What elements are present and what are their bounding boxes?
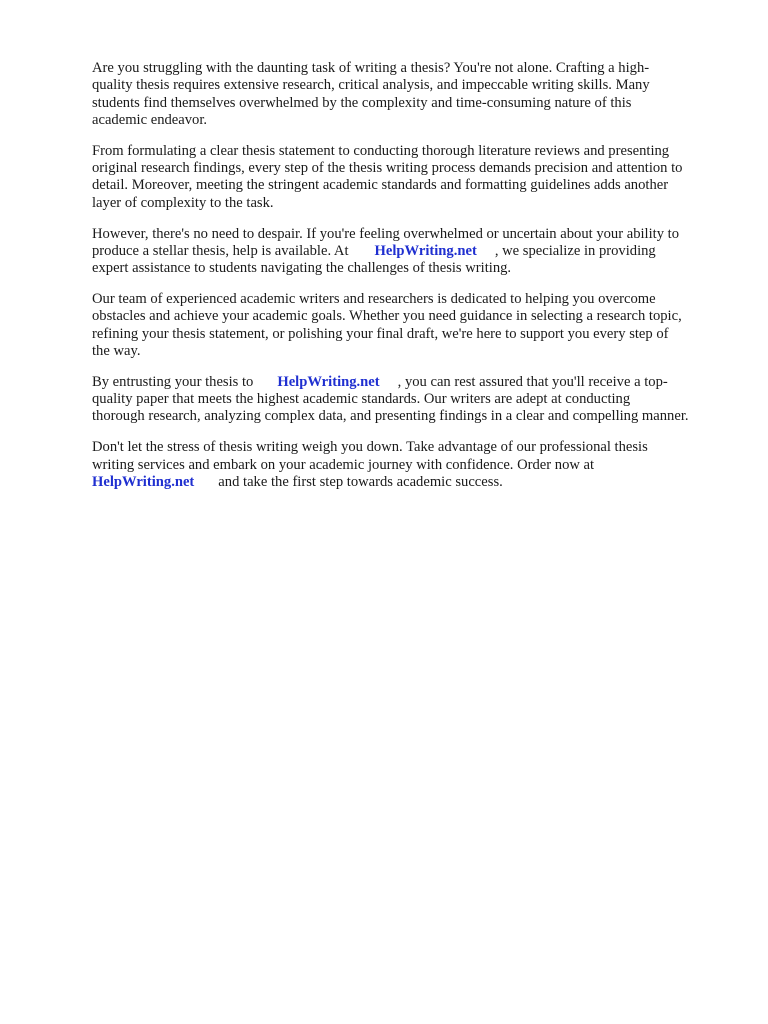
text-segment: , you can rest assured that you'll receive a top- (397, 373, 668, 390)
text-line: quality thesis requires extensive research, critical analysis, and impeccable writing skills. Many (92, 77, 650, 94)
helpwriting-link[interactable]: HelpWriting.net (374, 242, 477, 259)
text-segment: By entrusting your thesis to (92, 373, 254, 390)
text-line: quality paper that meets the highest academic standards. Our writers are adept at conducting (92, 391, 631, 408)
text-line: From formulating a clear thesis statement to conducting thorough literature reviews and presenting (92, 142, 670, 159)
text-line: Don't let the stress of thesis writing weigh you down. Take advantage of our professional thesis (92, 439, 648, 456)
text-line (92, 474, 732, 491)
paragraph-intro (92, 60, 732, 129)
text-line: However, there's no need to despair. If you're feeling overwhelmed or uncertain about your ability to (92, 225, 680, 242)
text-segment: , we specialize in providing (494, 242, 656, 259)
text-line (92, 374, 732, 391)
document-body (92, 60, 732, 505)
text-line: detail. Moreover, meeting the stringent academic standards and formatting guidelines adds another (92, 177, 669, 194)
paragraph-process (92, 143, 732, 212)
text-line: academic endeavor. (92, 111, 208, 128)
paragraph-entrusting (92, 374, 732, 426)
text-segment: produce a stellar thesis, help is available. At (92, 242, 349, 259)
paragraph-help (92, 226, 732, 278)
text-line: refining your thesis statement, or polishing your final draft, we're here to support you every step of (92, 325, 669, 342)
text-line: Are you struggling with the daunting task of writing a thesis? You're not alone. Crafting a high- (92, 60, 650, 76)
paragraph-team (92, 291, 732, 360)
helpwriting-link[interactable]: HelpWriting.net (277, 373, 380, 390)
text-line (92, 243, 732, 260)
paragraph-closing (92, 439, 732, 491)
text-line: writing services and embark on your academic journey with confidence. Order now at (92, 456, 595, 473)
text-segment: and take the first step towards academic success. (218, 473, 503, 490)
helpwriting-link[interactable]: HelpWriting.net (92, 473, 195, 490)
text-line: obstacles and achieve your academic goals. Whether you need guidance in selecting a research topic, (92, 308, 682, 325)
text-line: original research findings, every step of the thesis writing process demands precision and attention to (92, 160, 683, 177)
text-line: expert assistance to students navigating the challenges of thesis writing. (92, 260, 512, 277)
text-line: layer of complexity to the task. (92, 194, 274, 211)
text-line: students find themselves overwhelmed by the complexity and time-consuming nature of this (92, 94, 632, 111)
text-line: Our team of experienced academic writers and researchers is dedicated to helping you overcome (92, 291, 656, 308)
text-line: thorough research, analyzing complex data, and presenting findings in a clear and compelling manner. (92, 408, 689, 425)
text-line: the way. (92, 342, 141, 359)
